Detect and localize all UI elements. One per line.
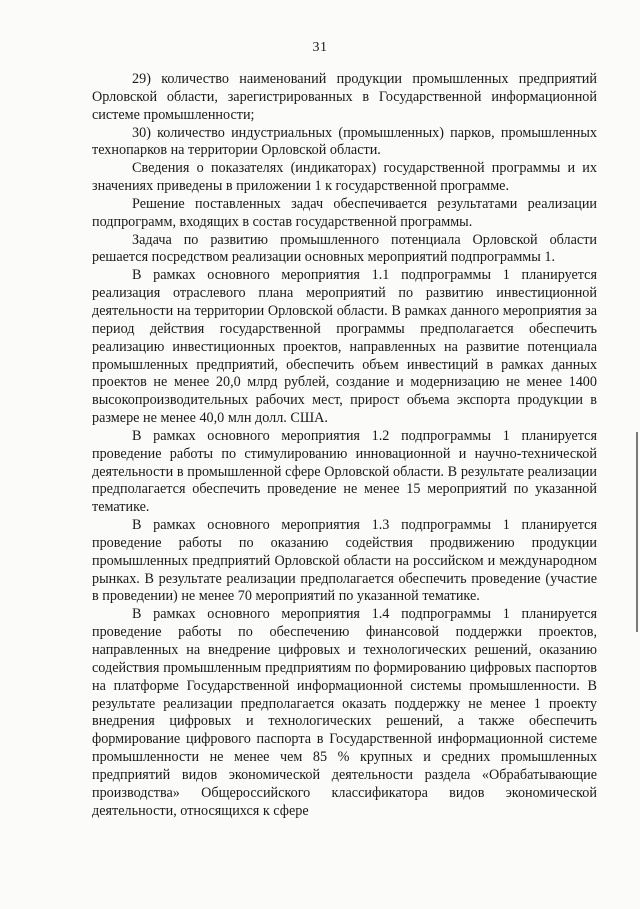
paragraph-measure-1-3: В рамках основного мероприятия 1.3 подпрограммы 1 планируется проведение работы по оказанию содействия продвижению продукции промышленных предприятий Орловской области на российском и международном рынках. В результате реализации предполагается обеспечить проведение (участие в проведении) не менее 70 мероприятий по указанной тематике.: [92, 517, 597, 605]
paragraph-measure-1-4: В рамках основного мероприятия 1.4 подпрограммы 1 планируется проведение работы по обеспечению финансовой поддержки проектов, направленных на внедрение цифровых и технологических решений, оказанию содействия промышленным предприятиям по формированию цифровых паспортов на платформе Государственной информационной системы промышленности. В результате реализации предполагается оказать поддержку не менее 1 проекту внедрения цифровых и технологических решений, а также обеспечить формирование цифрового паспорта в Государственной информационной системе промышленности не менее чем 85 % крупных и средних промышленных предприятий видов экономической деятельности раздела «Обрабатывающие производства» Общероссийского классификатора видов экономической деятельности, относящихся к сфере: [92, 606, 597, 819]
paragraph-measure-1-2: В рамках основного мероприятия 1.2 подпрограммы 1 планируется проведение работы по стимулированию инновационной и научно-технической деятельности в промышленной сфере Орловской области. В результате реализации предполагается обеспечить проведение не менее 15 мероприятий по указанной тематике.: [92, 427, 597, 516]
paragraph-tasks-solution: Решение поставленных задач обеспечивается результатами реализации подпрограмм, входящих в состав государственной программы.: [92, 195, 597, 230]
paragraph-industrial-potential: Задача по развитию промышленного потенциала Орловской области решается посредством реализации основных мероприятий подпрограммы 1.: [92, 231, 597, 266]
paragraph-indicators-reference: Сведения о показателях (индикаторах) государственной программы и их значениях приведены в приложении 1 к государственной программе.: [92, 160, 597, 195]
scan-edge-mark: [636, 432, 638, 632]
page-number: 31: [312, 40, 328, 55]
paragraph-indicator-29: 29) количество наименований продукции промышленных предприятий Орловской области, зарегистрированных в Государственной информационной системе промышленности;: [92, 71, 597, 123]
paragraph-measure-1-1: В рамках основного мероприятия 1.1 подпрограммы 1 планируется реализация отраслевого плана мероприятий по развитию инвестиционной деятельности на территории Орловской области. В рамках данного мероприятия за период действия государственной программы предполагается обеспечить реализацию инвестиционных проектов, направленных на развитие потенциала промышленных предприятий, обеспечить объем инвестиций в рамках данных проектов не менее 20,0 млрд рублей, создание и модернизацию не менее 1400 высокопроизводительных рабочих мест, прирост объема экспорта продукции в размере не менее 40,0 млн долл. США.: [92, 267, 597, 427]
document-body: [92, 71, 597, 820]
paragraph-indicator-30: 30) количество индустриальных (промышленных) парков, промышленных технопарков на территории Орловской области.: [92, 124, 597, 159]
